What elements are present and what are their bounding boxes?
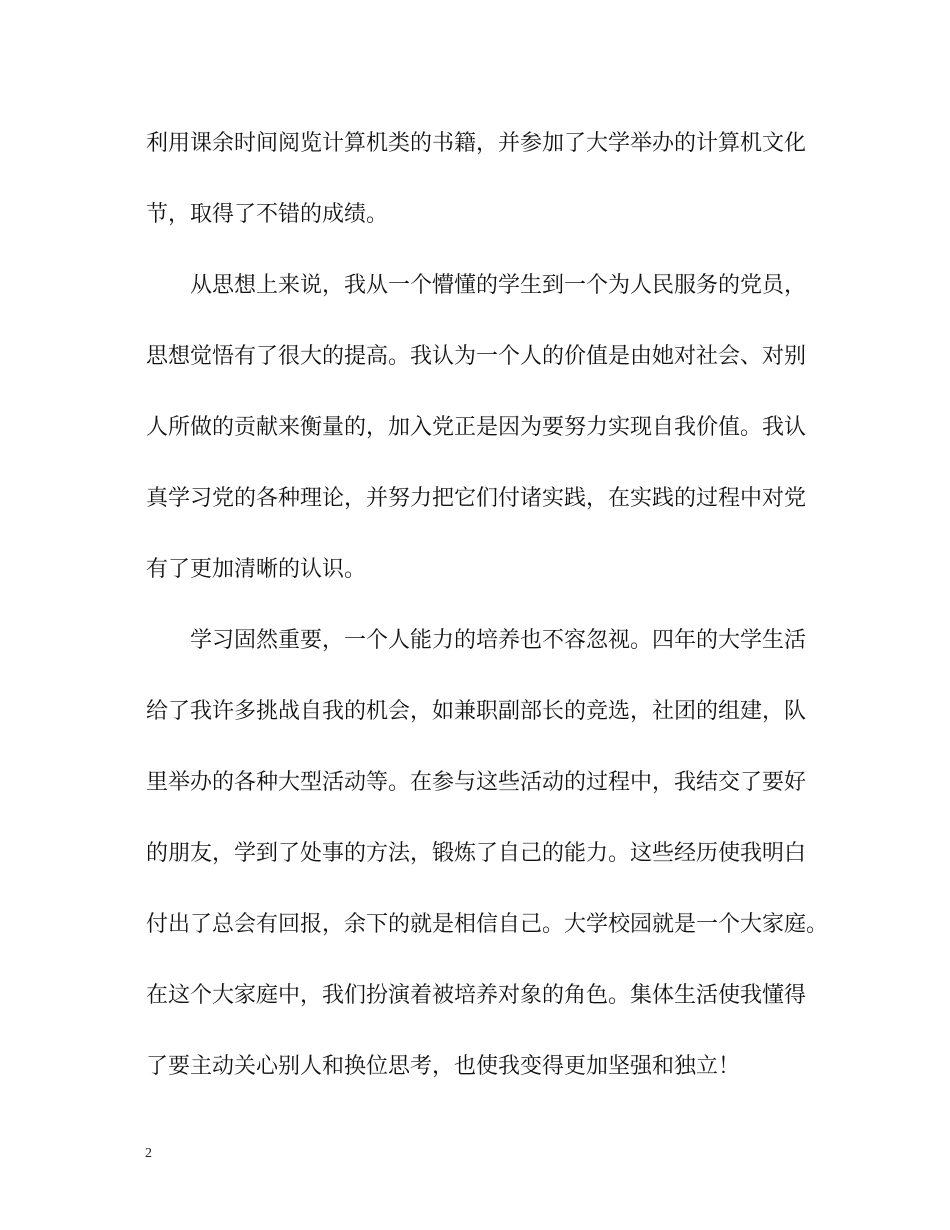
paragraph-start-line: 学习固然重要，一个人能力的培养也不容忽视。四年的大学生活: [190, 628, 807, 653]
text-line: 在这个大家庭中，我们扮演着被培养对象的角色。集体生活使我懂得: [146, 983, 807, 1008]
text-line: 里举办的各种大型活动等。在参与这些活动的过程中，我结交了要好: [146, 770, 807, 795]
text-line: 了要主动关心别人和换位思考，也使我变得更加坚强和独立！: [146, 1054, 741, 1079]
paragraph-start-line: 从思想上来说，我从一个懵懂的学生到一个为人民服务的党员，: [190, 273, 807, 298]
text-line: 节，取得了不错的成绩。: [146, 202, 389, 227]
text-line: 有了更加清晰的认识。: [146, 557, 367, 582]
text-line: 给了我许多挑战自我的机会，如兼职副部长的竞选，社团的组建，队: [146, 699, 807, 724]
text-line: 的朋友，学到了处事的方法，锻炼了自己的能力。这些经历使我明白: [146, 841, 807, 866]
text-line: 思想觉悟有了很大的提高。我认为一个人的价值是由她对社会、对别: [146, 344, 807, 369]
body-text: [146, 124, 829, 1118]
text-line: 真学习党的各种理论，并努力把它们付诸实践，在实践的过程中对党: [146, 486, 807, 511]
text-line: 人所做的贡献来衡量的，加入党正是因为要努力实现自我价值。我认: [146, 415, 807, 440]
text-line: 利用课余时间阅览计算机类的书籍，并参加了大学举办的计算机文化: [146, 131, 807, 156]
page-number: 2: [145, 1146, 152, 1161]
text-line: 付出了总会有回报，余下的就是相信自己。大学校园就是一个大家庭。: [146, 912, 829, 937]
